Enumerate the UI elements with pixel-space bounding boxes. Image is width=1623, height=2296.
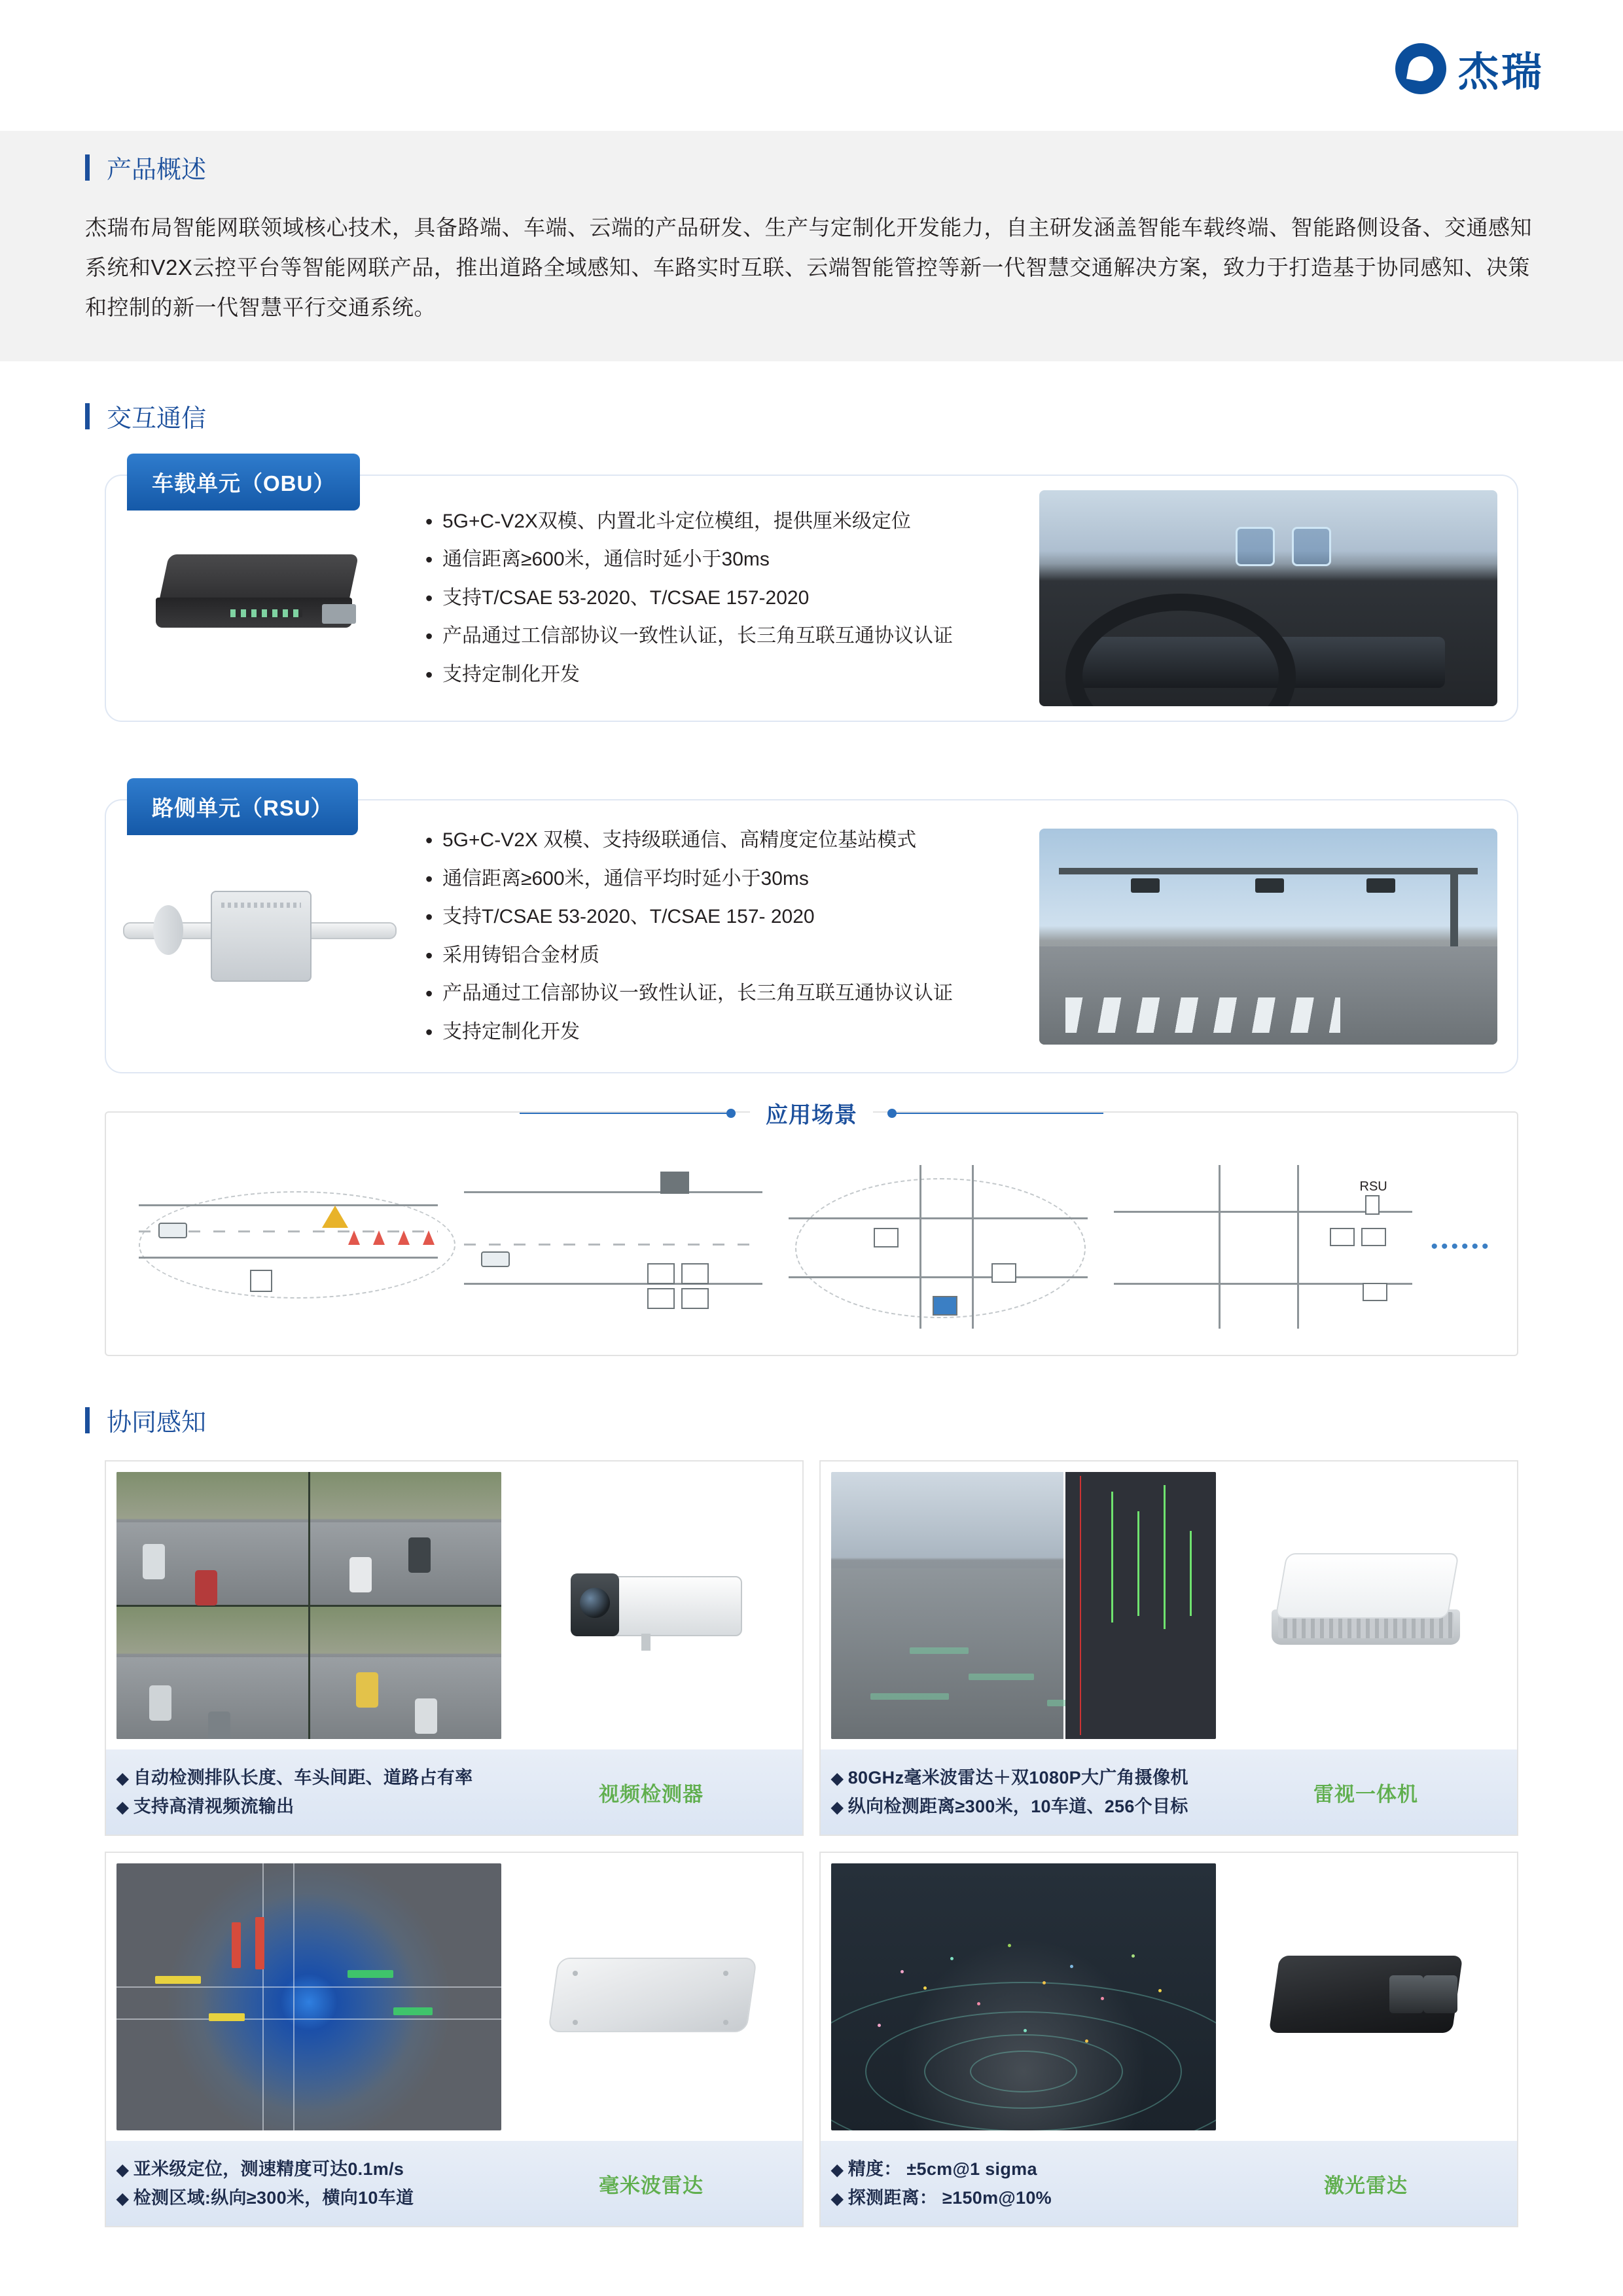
card-spec-row <box>821 1749 1517 1835</box>
rsu-card <box>105 796 1518 1073</box>
radar-vision-unit-image <box>1225 1472 1507 1739</box>
rsu-device-image <box>106 848 414 1025</box>
scenarios-title-row <box>106 1097 1517 1129</box>
bullet-camera-icon <box>543 1556 759 1655</box>
video-detector-label: 视频检测器 <box>599 1782 704 1806</box>
lidar-card <box>819 1852 1518 2227</box>
radar-vision-card <box>819 1460 1518 1836</box>
obu-card-body <box>106 490 1497 706</box>
scenario-intersection-collision-warning <box>776 1165 1101 1329</box>
scenario-rsu-intersection-coverage <box>1101 1165 1426 1329</box>
application-scenarios <box>105 1103 1518 1356</box>
comms-section <box>0 398 1623 1356</box>
card-media-row <box>821 1853 1517 2141</box>
lidar-pointcloud-view-icon <box>831 1863 1216 2130</box>
radar-vision-label: 雷视一体机 <box>1313 1782 1418 1806</box>
lidar-label: 激光雷达 <box>1324 2174 1408 2197</box>
spec-item: ◆ 精度： ±5cm@1 sigma <box>831 2155 1225 2184</box>
spec-item: ◆ 纵向检测距离≥300米，10车道、256个目标 <box>831 1792 1225 1821</box>
obu-device-icon <box>152 549 368 647</box>
rsu-feature-list <box>414 815 1039 1058</box>
perception-title: 协同感知 <box>107 1409 207 1437</box>
spec-item: ◆ 自动检测排队长度、车头间距、道路占有率 <box>116 1763 510 1793</box>
divider-line-left <box>520 1113 736 1114</box>
mmwave-radar-card <box>105 1852 804 2227</box>
list-item: • 产品通过工信部协议一致性认证，长三角互联互通协议认证 <box>420 975 1022 1013</box>
brand-name: 杰瑞 <box>1457 50 1544 95</box>
lidar-specs <box>831 2155 1225 2213</box>
card-media-row <box>106 1462 802 1749</box>
radar-heatmap-view-icon <box>116 1863 501 2130</box>
lidar-unit-icon <box>1261 1941 1471 2053</box>
wave-circle-logo-icon <box>1395 43 1446 94</box>
spec-item: ◆ 亚米级定位，测速精度可达0.1m/s <box>116 2155 510 2184</box>
overview-body: 杰瑞布局智能网联领域核心技术，具备路端、车端、云端的产品研发、生产与定制化开发能力，自主研发涵盖智能车载终端、智能路侧设备、交通感知系统和V2X云控平台等智能网联产品，推出道路全域感知、车路实时互联、云端智能管控等新一代智慧交通解决方案，致力于打造基于协同感知、决策和控制的新一代智慧平行交通系统。 <box>85 215 1532 320</box>
vehicle-hud-photo <box>1039 490 1497 706</box>
video-detector-specs <box>116 1763 510 1821</box>
page-header <box>0 0 1623 131</box>
overview-title: 产品概述 <box>107 156 207 184</box>
card-spec-row <box>106 2141 802 2226</box>
radar-vision-unit-icon <box>1268 1547 1464 1664</box>
video-quad-view-icon <box>116 1472 501 1739</box>
card-spec-row <box>106 1749 802 1835</box>
radar-vision-fusion-view-icon <box>831 1472 1216 1739</box>
list-item: • 通信距离≥600米，通信时延小于30ms <box>420 541 1022 579</box>
rsu-device-icon <box>119 871 401 1002</box>
video-detector-card <box>105 1460 804 1836</box>
spec-item: ◆ 检测区域:纵向≥300米，横向10车道 <box>116 2183 510 2213</box>
list-item: • 支持T/CSAE 53-2020、T/CSAE 157- 2020 <box>420 898 1022 937</box>
scenario-grid <box>106 1113 1517 1355</box>
divider-line-right <box>887 1113 1103 1114</box>
roadside-gantry-photo <box>1039 829 1497 1045</box>
overview-title-row <box>85 149 1538 185</box>
obu-card <box>105 471 1518 722</box>
perception-title-row <box>85 1402 1538 1438</box>
list-item: • 5G+C-V2X双模、内置北斗定位模组，提供厘米级定位 <box>420 503 1022 541</box>
perception-section <box>0 1402 1623 2227</box>
card-media-row <box>821 1462 1517 1749</box>
lidar-unit-image <box>1225 1863 1507 2130</box>
spec-item: ◆ 80GHz毫米波雷达＋双1080P大广角摄像机 <box>831 1763 1225 1793</box>
mmwave-radar-label: 毫米波雷达 <box>599 2174 704 2197</box>
title-accent-bar <box>85 403 90 429</box>
scenarios-title: 应用场景 <box>750 1097 873 1129</box>
mmwave-radar-unit-image <box>510 1863 792 2130</box>
perception-card-grid <box>105 1460 1518 2227</box>
list-item: • 支持定制化开发 <box>420 1013 1022 1052</box>
scenario-roadside-hazard-warning <box>126 1165 451 1329</box>
rsu-label: RSU <box>1359 1179 1387 1194</box>
scenario-intersection-signal-warning <box>451 1165 776 1329</box>
title-accent-bar <box>85 1407 90 1433</box>
brand-logo <box>1395 39 1544 98</box>
mmwave-radar-unit-icon <box>546 1945 756 2049</box>
title-accent-bar <box>85 154 90 181</box>
list-item: • 5G+C-V2X 双模、支持级联通信、高精度定位基站模式 <box>420 821 1022 860</box>
list-item: • 支持T/CSAE 53-2020、T/CSAE 157-2020 <box>420 579 1022 618</box>
obu-feature-list <box>414 496 1039 701</box>
rsu-card-tag: 路侧单元（RSU） <box>127 778 358 835</box>
radar-vision-specs <box>831 1763 1225 1821</box>
comms-title: 交互通信 <box>107 405 207 433</box>
obu-card-tag: 车载单元（OBU） <box>127 454 360 511</box>
comms-title-row <box>85 398 1538 434</box>
spec-item: ◆ 支持高清视频流输出 <box>116 1792 510 1821</box>
obu-device-image <box>106 510 414 687</box>
list-item: • 产品通过工信部协议一致性认证，长三角互联互通协议认证 <box>420 617 1022 656</box>
scenarios-more: •••••• <box>1431 1236 1492 1258</box>
list-item: • 支持定制化开发 <box>420 656 1022 694</box>
card-spec-row <box>821 2141 1517 2226</box>
mmwave-radar-specs <box>116 2155 510 2213</box>
list-item: • 采用铸铝合金材质 <box>420 937 1022 975</box>
card-media-row <box>106 1853 802 2141</box>
overview-section <box>0 131 1623 361</box>
rsu-card-body <box>106 815 1497 1058</box>
bullet-camera-image <box>510 1472 792 1739</box>
list-item: • 通信距离≥600米，通信平均时延小于30ms <box>420 860 1022 899</box>
spec-item: ◆ 探测距离： ≥150m@10% <box>831 2183 1225 2213</box>
